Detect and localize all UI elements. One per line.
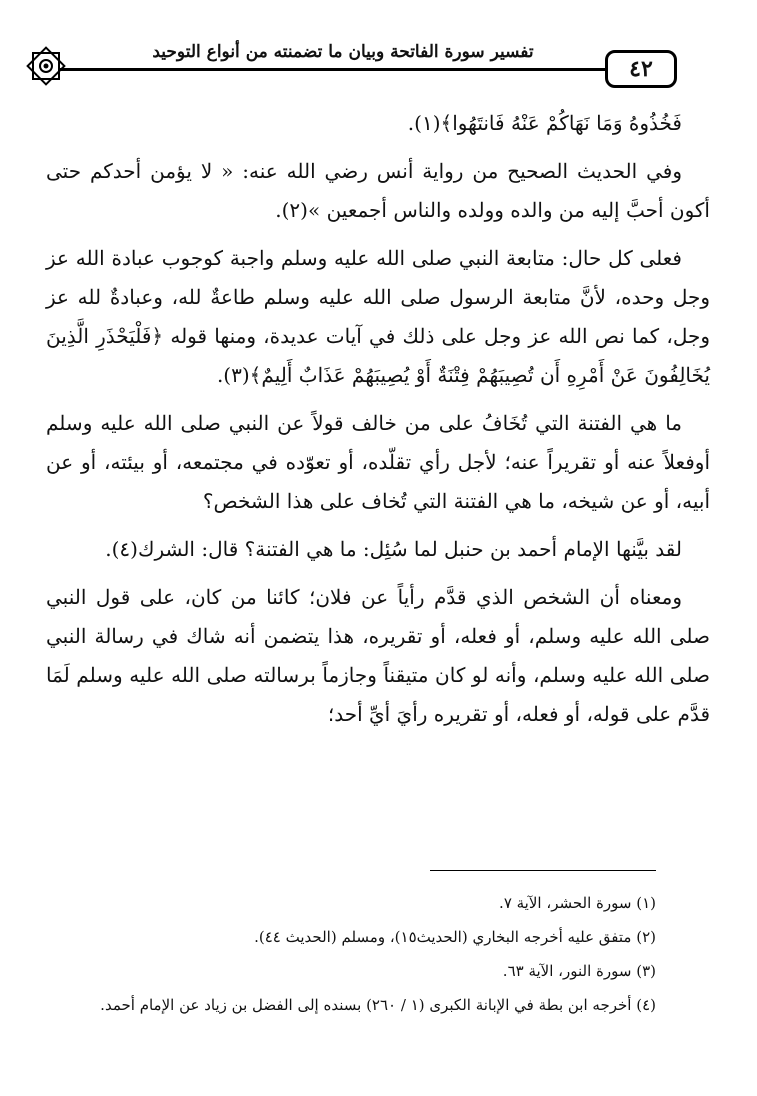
footnote-separator: [430, 870, 656, 871]
header-rule: [60, 68, 620, 71]
footnote: (٤) أخرجه ابن بطة في الإبانة الكبرى (١ / ٢٦٠) بسنده إلى الفضل بن زياد عن الإمام أحمد.: [100, 996, 656, 1014]
footnotes: [40, 886, 656, 1022]
footnote: (٣) سورة النور، الآية ٦٣.: [502, 962, 656, 980]
footnote: (١) سورة الحشر، الآية ٧.: [499, 894, 656, 912]
paragraph: ومعناه أن الشخص الذي قدَّم رأياً عن فلان؛ كائنا من كان، على قول النبي صلى الله عليه وسلم، أو فعله، أو تقريره، هذا يتضمن أنه شاك في رسالة النبي صلى الله عليه وسلم، وأنه لو كان متيقناً وجازماً برسالته صلى الله عليه وسلم لَمَا قدَّم على قوله، أو فعله، أو تقريره رأيَ أيِّ أحد؛: [46, 585, 710, 726]
paragraph: ما هي الفتنة التي تُخَافُ على من خالف قولاً عن النبي صلى الله عليه وسلم أوفعلاً عنه أو تقريراً عنه؛ لأجل رأي تقلّده، أو تعوّده في مجتمعه، أو بيئته، أو عن أبيه، أو عن شيخه، ما هي الفتنة التي تُخاف على هذا الشخص؟: [46, 411, 710, 513]
paragraph: لقد بيَّنها الإمام أحمد بن حنبل لما سُئِل: ما هي الفتنة؟ قال: الشرك(٤).: [105, 537, 682, 561]
page-header: [20, 38, 740, 94]
running-title: تفسير سورة الفاتحة وبيان ما تضمنته من أنواع التوحيد: [152, 42, 534, 62]
star-ornament-icon: [24, 44, 68, 88]
paragraph: وفي الحديث الصحيح من رواية أنس رضي الله عنه: « لا يؤمن أحدكم حتى أكون أحبَّ إليه من والده وولده والناس أجمعين »(٢).: [46, 159, 710, 222]
main-text: [46, 104, 710, 743]
paragraph: فَخُذُوهُ وَمَا نَهَاكُمْ عَنْهُ فَانتَهُوا﴾(١).: [407, 111, 682, 135]
footnote: (٢) متفق عليه أخرجه البخاري (الحديث١٥)، ومسلم (الحديث ٤٤).: [254, 928, 656, 946]
paragraph: فعلى كل حال: متابعة النبي صلى الله عليه وسلم واجبة كوجوب عبادة الله عز وجل وحده، لأنَّ متابعة الرسول صلى الله عليه وسلم طاعةٌ لله، وعبادةٌ لله عز وجل، كما نص الله عز وجل على ذلك في آيات عديدة، ومنها قوله ﴿فَلْيَحْذَرِ الَّذِينَ يُخَالِفُونَ عَنْ أَمْرِهِ أَن تُصِيبَهُمْ فِتْنَةٌ أَوْ يُصِيبَهُمْ عَذَابٌ أَلِيمٌ﴾(٣).: [46, 246, 710, 387]
page-number: ٤٢: [605, 50, 677, 88]
